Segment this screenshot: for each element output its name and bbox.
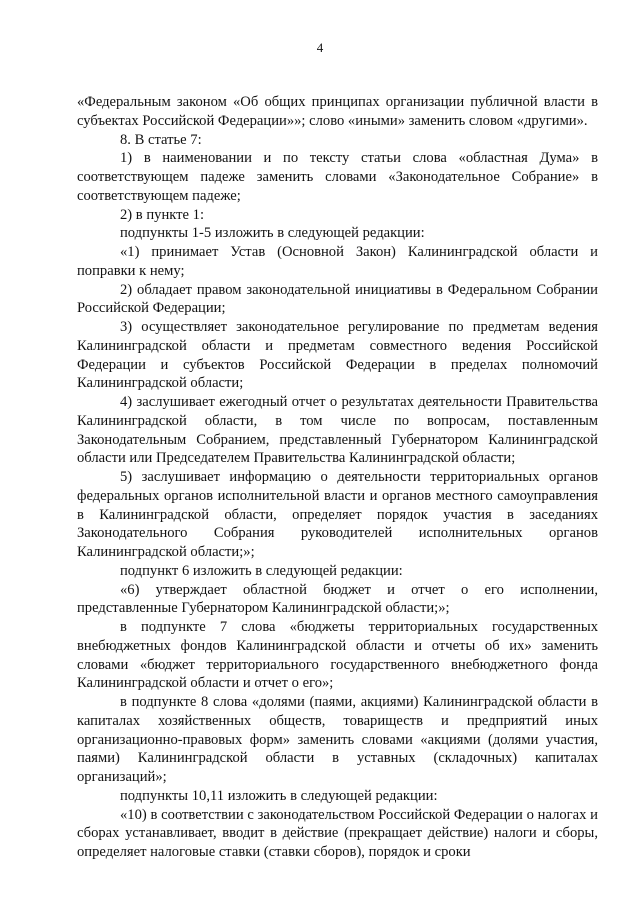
page-number: 4: [316, 40, 324, 55]
paragraph: подпункты 1-5 изложить в следующей редакции:: [120, 225, 425, 242]
paragraph: 2) обладает правом законодательной инициативы в Федеральном Собрании Российской Федерации;: [77, 281, 598, 317]
paragraph: 1) в наименовании и по тексту статьи слова «областная Дума» в соответствующем падеже заменить словами «Законодательное Собрание» в соответствующем падеже;: [77, 150, 598, 204]
paragraph: 5) заслушивает информацию о деятельности территориальных органов федеральных органов исполнительной власти и органов местного самоуправления в Калининградской области, определяет порядок участия в заседаниях Законодательного Собрания руководителей исполнительных органов Калининградской области;»;: [77, 469, 598, 560]
paragraph: «10) в соответствии с законодательством Российской Федерации о налогах и сборах устанавливает, вводит в действие (прекращает действие) налоги и сборы, определяет налоговые ставки (ставки сборов), порядок и сроки: [77, 806, 598, 860]
paragraph: «Федеральным законом «Об общих принципах организации публичной власти в субъектах Российской Федерации»»; слово «иными» заменить словом «другими».: [77, 94, 598, 129]
paragraph: 4) заслушивает ежегодный отчет о результатах деятельности Правительства Калининградской области, в том числе по вопросам, поставленным Законодательным Собранием, представленный Губернатором Калининградской области или Председателем Правительства Калининградской области;: [77, 394, 598, 467]
paragraph: 3) осуществляет законодательное регулирование по предметам ведения Калининградской области и предметам совместного ведения Российской Федерации и субъектов Российской Федерации в пределах полномочий Калининградской области;: [77, 319, 598, 392]
paragraph: 8. В статье 7:: [120, 131, 202, 148]
document-body: [77, 93, 598, 862]
paragraph: в подпункте 7 слова «бюджеты территориальных государственных внебюджетных фондов Калининградской области и отчеты об их» заменить словами «бюджет территориального государственного внебюджетного фонда Калининградской области и отчет о его»;: [77, 619, 598, 692]
paragraph: подпункт 6 изложить в следующей редакции:: [120, 562, 403, 579]
paragraph: 2) в пункте 1:: [120, 206, 205, 223]
paragraph: в подпункте 8 слова «долями (паями, акциями) Калининградской области в капиталах хозяйственных обществ, товариществ и предприятий иных организационно-правовых форм» заменить словами «акциями (долями участия, паями) Калининградской области в уставных (складочных) капиталах организаций»;: [77, 694, 598, 785]
paragraph: «1) принимает Устав (Основной Закон) Калининградской области и поправки к нему;: [77, 244, 598, 279]
paragraph: подпункты 10,11 изложить в следующей редакции:: [120, 787, 438, 804]
paragraph: «6) утверждает областной бюджет и отчет о его исполнении, представленные Губернатором Калининградской области;»;: [77, 581, 598, 617]
